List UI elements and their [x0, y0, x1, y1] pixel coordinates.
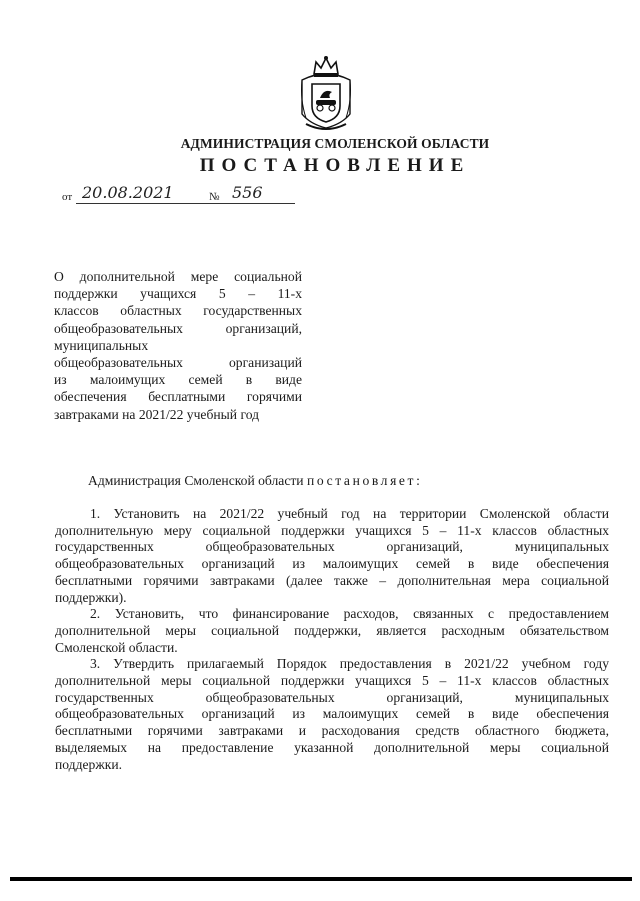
preamble-subject: Администрация Смоленской области [88, 473, 304, 488]
number-underline [223, 203, 295, 204]
paragraph-line: 2. Установить, что финансирование расходов, связанных с предоставлением [90, 606, 609, 622]
paragraph-2 [55, 606, 609, 656]
bottom-rule [10, 877, 632, 881]
organization-title: АДМИНИСТРАЦИЯ СМОЛЕНСКОЙ ОБЛАСТИ [180, 136, 490, 151]
preamble [88, 473, 422, 489]
paragraph-line: 3. Утвердить прилагаемый Порядок предоставления в 2021/22 учебном году [90, 656, 609, 672]
paragraph-line: государственных общеобразовательных организаций, муниципальных [55, 539, 609, 555]
paragraph-line: выделяемых на предоставление указанной дополнительной меры социальной [55, 739, 609, 755]
subject-line: общеобразовательных организаций, [54, 320, 302, 336]
number-prefix: № [209, 191, 220, 203]
paragraph-line: дополнительной меры социальной поддержки, является расходным обязательством [55, 622, 609, 638]
document-body [55, 506, 609, 773]
paragraph-line: поддержки. [55, 756, 123, 772]
document-type-title: ПОСТАНОВЛЕНИЕ [199, 155, 471, 176]
date-number-line [62, 183, 302, 205]
subject-line: обеспечения бесплатными горячими [54, 389, 302, 405]
subject-line: муниципальных [54, 337, 149, 353]
paragraph-line: дополнительной меры социальной поддержки учащихся 5 – 11-х классов областных [55, 673, 609, 689]
paragraph-line: общеобразовательных организаций из малоимущих семей в виде обеспечения [55, 706, 609, 722]
paragraph-line: бесплатными горячими завтраками (далее также – дополнительная мера социальной [55, 572, 609, 588]
number-value-handwritten: 556 [232, 183, 263, 202]
subject-line: общеобразовательных организаций [54, 355, 302, 371]
paragraph-line: 1. Установить на 2021/22 учебный год на территории Смоленской области [90, 506, 609, 521]
date-value-handwritten: 20.08.2021 [82, 183, 174, 202]
subject-line: завтраками на 2021/22 учебный год [54, 406, 260, 422]
paragraph-line: бесплатными горячими завтраками и расходования средств областного бюджета, [55, 723, 609, 739]
paragraph-line: общеобразовательных организаций из малоимущих семей в виде обеспечения [55, 556, 609, 572]
preamble-verb: постановляет: [306, 473, 423, 488]
paragraph-line: поддержки). [55, 589, 127, 605]
subject-line: поддержки учащихся 5 – 11-х [54, 286, 302, 302]
paragraph-line: Смоленской области. [55, 639, 178, 655]
subject-line: О дополнительной мере социальной [54, 269, 302, 284]
subject-line: из малоимущих семей в виде [54, 372, 302, 388]
subject-line: классов областных государственных [54, 303, 302, 319]
date-prefix: от [62, 191, 73, 203]
coat-of-arms-emblem [296, 54, 356, 136]
paragraph-line: дополнительную меру социальной поддержки учащихся 5 – 11-х классов областных [55, 522, 609, 538]
document-subject [54, 268, 302, 423]
paragraph-3 [55, 656, 609, 773]
paragraph-line: государственных общеобразовательных организаций, муниципальных [55, 689, 609, 705]
paragraph-1 [55, 506, 609, 606]
